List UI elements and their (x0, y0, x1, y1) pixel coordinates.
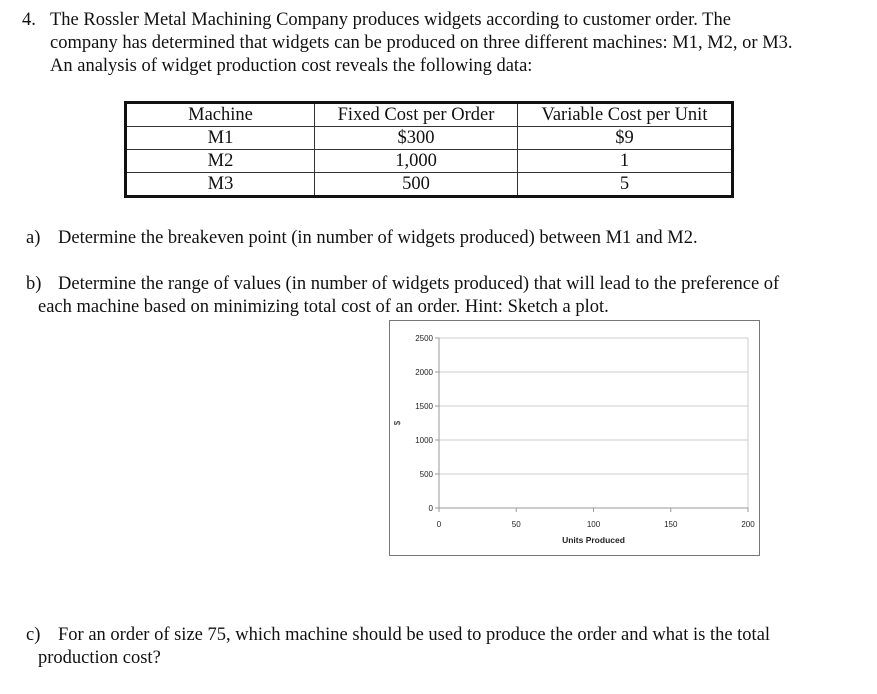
x-tick-label: 50 (511, 520, 521, 529)
part-a-text: Determine the breakeven point (in number of widgets produced) between M1 and M2. (58, 228, 698, 248)
part-b-line-2: each machine based on minimizing total cost of an order. Hint: Sketch a plot. (38, 297, 609, 317)
part-b-label: b) (26, 274, 42, 294)
chart-svg (390, 321, 761, 557)
question-line-3: An analysis of widget production cost reveals the following data: (50, 56, 533, 76)
cell-fixed: 500 (315, 173, 518, 197)
table-header-row (126, 103, 733, 127)
question-line-2: company has determined that widgets can be produced on three different machines: M1, M2, or M3. (50, 33, 793, 53)
y-tick-label: 1500 (415, 402, 433, 411)
cell-variable: $9 (518, 127, 733, 150)
y-axis-label: $ (393, 420, 402, 426)
table-row (126, 173, 733, 197)
x-tick-label: 150 (664, 520, 678, 529)
y-tick-label: 2000 (415, 368, 433, 377)
table-row (126, 127, 733, 150)
cost-chart (389, 320, 760, 556)
question-line-1: The Rossler Metal Machining Company produces widgets according to customer order. The (50, 10, 731, 30)
part-c-line-1: For an order of size 75, which machine should be used to produce the order and what is the total (58, 625, 771, 645)
header-fixed-cost: Fixed Cost per Order (315, 103, 518, 127)
cell-variable: 1 (518, 150, 733, 173)
y-tick-label: 2500 (415, 334, 433, 343)
table-row (126, 150, 733, 173)
part-b-line-1: Determine the range of values (in number of widgets produced) that will lead to the preference of (58, 274, 780, 294)
x-tick-label: 0 (436, 520, 442, 529)
part-c-label: c) (26, 625, 41, 645)
x-axis-label: Units Produced (562, 535, 625, 545)
question-number: 4. (22, 10, 36, 30)
cost-table (124, 101, 734, 198)
part-a-label: a) (26, 228, 41, 248)
cell-variable: 5 (518, 173, 733, 197)
cell-machine: M1 (126, 127, 315, 150)
y-tick-label: 500 (419, 470, 433, 479)
cell-fixed: $300 (315, 127, 518, 150)
y-tick-label: 1000 (415, 436, 433, 445)
y-tick-label: 0 (428, 504, 433, 513)
cell-machine: M3 (126, 173, 315, 197)
x-tick-label: 200 (741, 520, 755, 529)
cell-machine: M2 (126, 150, 315, 173)
cell-fixed: 1,000 (315, 150, 518, 173)
x-tick-label: 100 (586, 520, 601, 529)
header-machine: Machine (126, 103, 315, 127)
part-c-line-2: production cost? (38, 648, 161, 668)
header-variable-cost: Variable Cost per Unit (518, 103, 733, 127)
